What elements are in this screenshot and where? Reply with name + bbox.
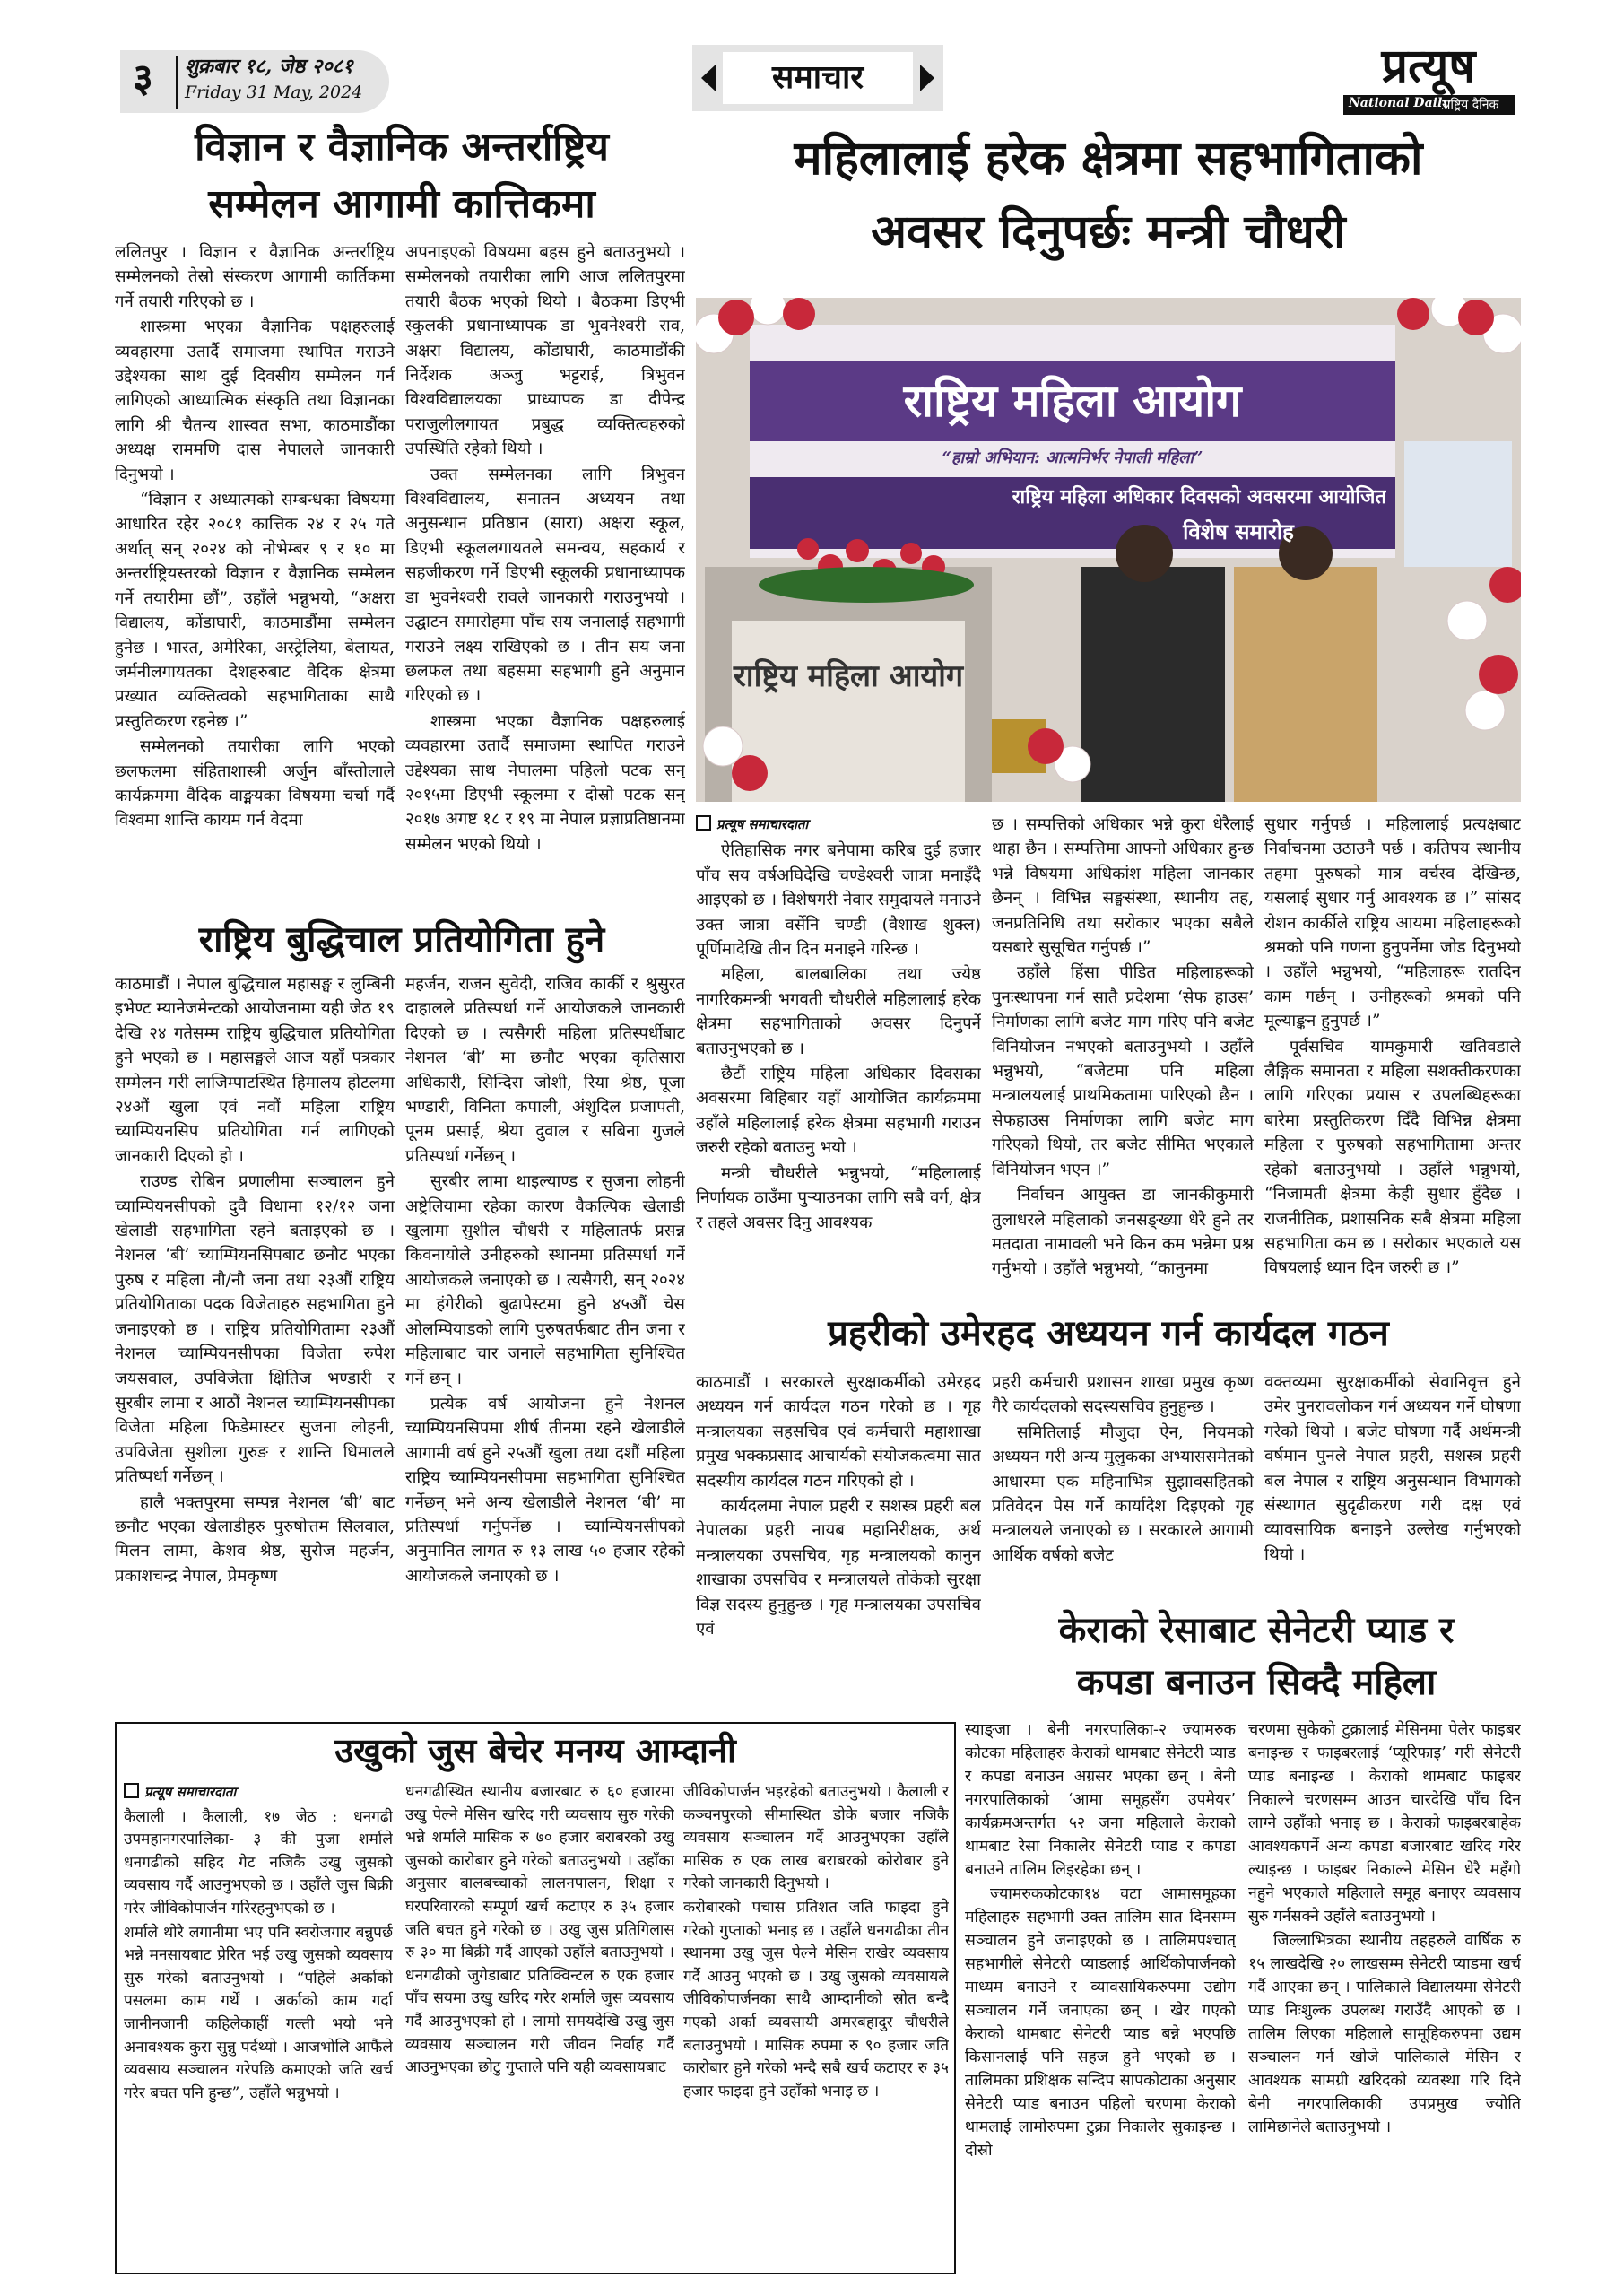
story1-headline-2: सम्मेलन आगामी कात्तिकमा bbox=[208, 181, 595, 227]
story2-column-2 bbox=[405, 972, 685, 1717]
story1-headline-1: विज्ञान र वैज्ञानिक अन्तर्राष्ट्रिय bbox=[195, 124, 609, 170]
page-number: ३ bbox=[133, 56, 153, 101]
story5-column-2 bbox=[405, 1781, 674, 2269]
story2-para: प्रत्येक वर्ष आयोजना हुने नेशनल च्याम्पियनसिपमा शीर्ष तीनमा रहने खेलाडीले आगामी वर्ष हुने २५औं खुला तथा दशौं महिला राष्ट्रिय च्याम्पियनसीपमा सहभागिता सुनिश्चित गर्नेछन् भने अन्य खेलाडीले नेशनल ‘बी’ मा प्रतिस्पर्धा गर्नुपर्नेछ । च्याम्पियनसीपको अनुमानित लागत रु १३ लाख ५० हजार रहेको आयोजकले जनाएको छ । bbox=[405, 1394, 685, 1586]
story4-column-2 bbox=[992, 1370, 1254, 1605]
story3-para: महिला, बालबालिका तथा ज्येष्ठ नागरिकमन्त्री भगवती चौधरीले महिलालाई हरेक क्षेत्रमा सहभागिताको अवसर दिनुपर्ने बताउनुभएको छ । bbox=[696, 965, 981, 1058]
story4-para: वक्तव्यमा सुरक्षाकर्मीको सेवानिवृत्त हुने उमेर पुनरावलोकन गर्न अध्ययन गर्ने घोषणा गरेको थियो । बजेट घोषणा गर्दै अर्थमन्त्री वर्षमान पुनले नेपाल प्रहरी, सशस्त्र प्रहरी बल नेपाल र राष्ट्रिय अनुसन्धान विभागको संस्थागत सुदृढीकरण गरी दक्ष एवं व्यावसायिक बनाइने उल्लेख गर्नुभएको थियो । bbox=[1264, 1373, 1521, 1564]
story6-para: ज्यामरुककोटका१४ वटा आमासमूहका महिलाहरु सहभागी उक्त तालिम सात दिनसम्म सञ्चालन हुने जनाइएको छ । तालिमपश्चात् सहभागीले सेनेटरी प्याडलाई आर्थिकोपार्जनको माध्यम बनाउने र व्यावसायिकरुपमा उद्योग सञ्चालन गर्ने जनाएका छन् । खेर गएको केराको थामबाट सेनेटरी प्याड बन्ने भएपछि किसानलाई पनि सहज हुने भएको छ । तालिमका प्रशिक्षक सन्दिप सापकोटाका अनुसार सेनेटरी प्याड बनाउन पहिलो चरणमा केराको थामलाई लामोरुपमा टुक्रा निकालेर सुकाइन्छ । दोस्रो bbox=[965, 1885, 1236, 2160]
story6-headline-1: केराको रेसाबाट सेनेटरी प्याड र bbox=[1058, 1610, 1455, 1651]
story1-para: उक्त सम्मेलनका लागि त्रिभुवन विश्वविद्यालय, सनातन अध्ययन तथा अनुसन्धान प्रतिष्ठान (सारा) अक्षरा स्कूल, डिएभी स्कूललगायतले समन्वय, सहकार्य र सहजीकरण गर्ने डिएभी स्कूलकी प्रधानाध्यापक डा भुवनेश्वरी रावले जानकारी गराउनुभयो । उद्घाटन समारोहमा पाँच सय जनालाई सहभागी गराउने लक्ष्य राखिएको छ । तीन सय जना छलफल तथा बहसमा सहभागी हुने अनुमान गरिएको छ । bbox=[405, 465, 685, 706]
byline-square-icon bbox=[696, 815, 711, 831]
story3-para: छ । सम्पत्तिको अधिकार भन्ने कुरा धेरैलाई थाहा छैन । सम्पत्तिमा आफ्नो अधिकार हुन्छ भन्ने विषयमा अधिकांश महिला जानकार छैनन् । विभिन्न सङ्घसंस्था, स्थानीय तह, जनप्रतिनिधि तथा सरोकार भएका सबैले यसबारे सुसूचित गर्नुपर्छ ।” bbox=[992, 815, 1254, 958]
photo-banner-subtitle: राष्ट्रिय महिला अधिकार दिवसको अवसरमा आयोजित bbox=[1012, 486, 1386, 509]
story4-column-1 bbox=[696, 1370, 981, 1709]
story2-para: हालै भक्तपुरमा सम्पन्न नेशनल ‘बी’ बाट छनौट भएका खेलाडीहरु पुरुषोत्तम सिलवाल, मिलन लामा, केशव श्रेष्ठ, सुरोज महर्जन, प्रकाशचन्द्र नेपाल, प्रेमकृष्ण bbox=[115, 1492, 395, 1586]
story1-column-2 bbox=[405, 240, 685, 915]
story1-para: शास्त्रमा भएका वैज्ञानिक पक्षहरुलाई व्यवहारमा उतार्दै समाजमा स्थापित गराउने उद्देश्यका साथ नेपालमा पहिलो पटक सन् २०१५मा डिएभी स्कूलमा र दोस्रो पटक सन् २०१७ अगष्ट १८ र १९ मा नेपाल प्रज्ञाप्रतिष्ठानमा सम्मेलन भएको थियो । bbox=[405, 711, 685, 854]
story3-para: ऐतिहासिक नगर बनेपामा करिब दुई हजार पाँच सय वर्षअघिदेखि चण्डेश्वरी जात्रा मनाइँदै आइएको छ । विशेषगरी नेवार समुदायले मनाउने उक्त जात्रा वर्सेनि चण्डी (वैशाख शुक्ल) पूर्णिमादेखि तीन दिन मनाइने गरिन्छ । bbox=[696, 841, 981, 960]
section-tag bbox=[692, 45, 943, 111]
story4-para: समितिलाई मौजुदा ऐन, नियमको अध्ययन गरी अन्य मुलुकका अभ्याससमेतको आधारमा एक महिनाभित्र सुझावसहितको प्रतिवेदन पेस गर्ने कार्यादेश दिइएको गृह मन्त्रालयले जनाएको छ । सरकारले आगामी आर्थिक वर्षको बजेट bbox=[992, 1422, 1254, 1565]
story2-para: राउण्ड रोबिन प्रणालीमा सञ्चालन हुने च्याम्पियनसीपको दुवै विधामा १२/१२ जना खेलाडी सहभागिता रहने बताइएको छ । नेशनल ‘बी’ च्याम्पियनसिपबाट छनौट भएका पुरुष र महिला नौ/नौ जना तथा २३औं राष्ट्रिय प्रतियोगिताका पदक विजेताहरु सहभागिता हुने जनाइएको छ । राष्ट्रिय प्रतियोगितामा २३औं नेशनल च्याम्पियनसीपका विजेता रुपेश जयसवाल, उपविजेता क्षितिज भण्डारी र सुरबीर लामा र आठौं नेशनल च्याम्पियनसीपका विजेता महिला फिडेमास्टर सुजना लोहनी, उपविजेता सुशीला गुरुङ र शान्ति धिमालले प्रतिष्पर्धा गर्नेछन् । bbox=[115, 1172, 395, 1487]
story5-para: जीविकोपार्जन भइरहेको बताउनुभयो । कैलाली र कञ्चनपुरको सीमास्थित डोके बजार नजिकै व्यवसाय सञ्चालन गर्दै आउनुभएका उहाँले मासिक रु एक लाख बराबरको कोरोबार हुने गरेको जानकारी दिनुभयो । bbox=[683, 1783, 949, 1893]
story6-column-2 bbox=[1248, 1718, 1521, 2274]
byline-square-icon bbox=[124, 1783, 139, 1798]
story6-para: चरणमा सुकेको टुक्रालाई मेसिनमा पेलेर फाइबर बनाइन्छ र फाइबरलाई ‘प्यूरिफाइ’ गरी सेनेटरी प्याड बनाइन्छ । केराको थामबाट फाइबर निकाल्ने चरणसम्म आउन चारदेखि पाँच दिन लाग्ने उहाँको भनाइ छ । केराको फाइबरबाहेक आवश्यकपर्ने अन्य कपडा बजारबाट खरिद गरेर ल्याइन्छ । फाइबर निकाल्ने मेसिन धेरै महँगो नहुने भएकाले महिलाले समूह बनाएर व्यवसाय सुरु गर्नसक्ने उहाँले बताउनुभयो । bbox=[1248, 1721, 1521, 1926]
story3-column-3 bbox=[1264, 813, 1521, 1299]
story5-para: शर्माले थोरै लगानीमा भए पनि स्वरोजगार बन्नुपर्छ भन्ने मनसायबाट प्रेरित भई उखु जुसको व्यवसाय सुरु गरेको बताउनुभयो । “पहिले अर्काको पसलमा काम गर्थें । अर्काको काम गर्दा जानीनजानी कहिलेकाहीं गल्ती भयो भने अनावश्यक कुरा सुन्नु पर्दथ्यो । आजभोलि आफैंले व्यवसाय सञ्चालन गरेपछि कमाएको जति खर्च गरेर बचत पनि हुन्छ”, उहाँले भन्नुभयो । bbox=[124, 1923, 393, 2102]
story3-byline-text: प्रत्यूष समाचारदाता bbox=[716, 816, 809, 832]
story1-para: सम्मेलनको तयारीका लागि भएको छलफलमा संहिताशास्त्री अर्जुन बाँस्तोलाले कार्यक्रममा वैदिक वाङ्मयका विषयमा चर्चा गर्दै विश्वमा शान्ति कायम गर्न वेदमा bbox=[115, 737, 395, 831]
story4-para: प्रहरी कर्मचारी प्रशासन शाखा प्रमुख कृष्ण गैरे कार्यदलको सदस्यसचिव हुनुहुन्छ । bbox=[992, 1373, 1254, 1417]
story3-headline-2: अवसर दिनुपर्छः मन्त्री चौधरी bbox=[871, 205, 1346, 259]
section-arrow-left-icon bbox=[701, 65, 716, 91]
story5-para: कैलाली । कैलाली, १७ जेठ : धनगढी उपमहानगरपालिका- ३ की पुजा शर्माले धनगढीको सहिद गेट नजिकै उखु जुसको व्यवसाय गर्दै आउनुभएको छ । उहाँले जुस बिक्री गरेर जीविकोपार्जन गरिरहनुभएको छ । bbox=[124, 1807, 393, 1918]
story5-headline: उखुको जुस बेचेर मनग्य आम्दानी bbox=[334, 1731, 736, 1770]
story3-para: निर्वाचन आयुक्त डा जानकीकुमारी तुलाधरले महिलाको जनसङ्ख्या धेरै हुने तर मतदाता नामावली भने किन कम भन्नेमा प्रश्न गर्नुभयो । उहाँले भन्नुभयो, “कानुनमा bbox=[992, 1186, 1254, 1279]
story6-headline-2: कपडा बनाउन सिक्दै महिला bbox=[1076, 1662, 1437, 1703]
story3-para: सुधार गर्नुपर्छ । महिलालाई प्रत्यक्षबाट निर्वाचनमा उठाउनै पर्छ । कतिपय स्थानीय तहमा पुरुषको मात्र वर्चस्व देखिन्छ, यसलाई सुधार गर्नु आवश्यक छ ।” सांसद रोशन कार्कीले राष्ट्रिय आयमा महिलाहरूको श्रमको पनि गणना हुनुपर्नेमा जोड दिनुभयो । उहाँले भन्नुभयो, “महिलाहरू रातदिन काम गर्छन् । उनीहरूको श्रमको पनि मूल्याङ्कन हुनुपर्छ ।” bbox=[1264, 815, 1521, 1031]
story4-para: काठमाडौं । सरकारले सुरक्षाकर्मीको उमेरहद अध्ययन गर्न कार्यदल गठन गरेको छ । गृह मन्त्रालयका सहसचिव एवं कर्मचारी महाशाखा प्रमुख भक्कप्रसाद आचार्यको संयोजकत्वमा सात सदस्यीय कार्यदल गठन गरिएको हो । bbox=[696, 1373, 981, 1491]
story3-para: छैटौं राष्ट्रिय महिला अधिकार दिवसका अवसरमा बिहिबार यहाँ आयोजित कार्यक्रममा उहाँले महिलालाई हरेक क्षेत्रमा सहभागी गराउन जरुरी रहेको बताउनु भयो । bbox=[696, 1065, 981, 1158]
story4-headline: प्रहरीको उमेरहद अध्ययन गर्न कार्यदल गठन bbox=[828, 1313, 1389, 1354]
story2-para: काठमाडौं । नेपाल बुद्धिचाल महासङ्घ र लुम्बिनी इभेण्ट म्यानेजमेन्टको आयोजनामा यही जेठ १९ देखि २४ गतेसम्म राष्ट्रिय बुद्धिचाल प्रतियोगिता हुने भएको छ । महासङ्घले आज यहाँ पत्रकार सम्मेलन गरी लाजिम्पाटस्थित हिमालय होटलमा २४औं खुला एवं नवौं महिला राष्ट्रिय च्याम्पियनसिप प्रतियोगिता गर्न लागिएको जानकारी दिएको हो । bbox=[115, 975, 395, 1166]
story6-column-1 bbox=[965, 1718, 1236, 2274]
story2-para: महर्जन, राजन सुवेदी, राजिव कार्की र श्रुसुरत दाहालले प्रतिस्पर्धा गर्ने आयोजकले जानकारी दिएको छ । त्यसैगरी महिला प्रतिस्पर्धीबाट नेशनल ‘बी’ मा छनौट भएका कृतिसारा अधिकारी, सिन्दिरा जोशी, रिया श्रेष्ठ, पूजा भण्डारी, विनिता कपाली, अंशुदिल प्रजापती, पूनम प्रसाई, श्रेया दुवाल र सबिना गुजले प्रतिस्पर्धा गर्नेछन् । bbox=[405, 975, 685, 1166]
date-english: Friday 31 May, 2024 bbox=[185, 83, 363, 102]
story5-column-1 bbox=[124, 1781, 393, 2269]
photo-banner-title: राष्ट्रिय महिला आयोग bbox=[903, 375, 1242, 427]
story5-column-3 bbox=[683, 1781, 949, 2269]
logo-sub-np: राष्ट्रिय दैनिक bbox=[1442, 98, 1499, 112]
photo-banner-slogan: “हाम्रो अभियान: आत्मनिर्भर नेपाली महिला” bbox=[942, 448, 1203, 467]
story6-para: जिल्लाभित्रका स्थानीय तहहरुले वार्षिक रु १५ लाखदेखि २० लाखसम्म सेनेटरी प्याडमा खर्च गर्दै आएका छन् । पालिकाले विद्यालयमा सेनेटरी प्याड निःशुल्क उपलब्ध गराउँदै आएको छ । तालिम लिएका महिलाले सामूहिकरुपमा उद्यम सञ्चालन गर्न खोजे पालिकाले मेसिन र आवश्यक सामग्री खरिदको व्यवस्था गरि दिने बेनी नगरपालिकाकी उपप्रमुख ज्योति लामिछानेले बताउनुभयो । bbox=[1248, 1932, 1521, 2136]
story5-byline-text: प्रत्यूष समाचारदाता bbox=[144, 1784, 237, 1800]
story4-para: कार्यदलमा नेपाल प्रहरी र सशस्त्र प्रहरी बल नेपालका प्रहरी नायब महानिरीक्षक, अर्थ मन्त्रालयका उपसचिव, गृह मन्त्रालयको कानुन शाखाका उपसचिव र मन्त्रालयले तोकेको सुरक्षा विज्ञ सदस्य हुनुहुन्छ । गृह मन्त्रालयका उपसचिव एवं bbox=[696, 1497, 981, 1639]
story2-headline: राष्ट्रिय बुद्धिचाल प्रतियोगिता हुने bbox=[198, 919, 605, 961]
story3-column-1 bbox=[696, 813, 981, 1299]
story6-para: स्याङ्जा । बेनी नगरपालिका-२ ज्यामरुक कोटका महिलाहरु केराको थामबाट सेनेटरी प्याड र कपडा बनाउन अग्रसर भएका छन् । बेनी नगरपालिकाको ‘आमा समूहसँग उपमेयर’ कार्यक्रमअन्तर्गत ५२ जना महिलाले केराको थामबाट रेसा निकालेर सेनेटरी प्याड र कपडा बनाउने तालिम लिइरहेका छन् । bbox=[965, 1721, 1236, 1879]
story5-para: करोबारको पचास प्रतिशत जति फाइदा हुने गरेको गुप्ताको भनाइ छ । उहाँले धनगढीका तीन स्थानमा उखु जुस पेल्ने मेसिन राखेर व्यवसाय गर्दै आउनु भएको छ । उखु जुसको व्यवसायले जीविकोपार्जनका साथै आम्दानीको स्रोत बन्दै गएको अर्का व्यवसायी अमरबहादुर चौधरीले बताउनुभयो । मासिक रुपमा रु ९० हजार जति कारोबार हुने गरेको भन्दै सबै खर्च कटाएर रु ३५ हजार फाइदा हुने उहाँको भनाइ छ । bbox=[683, 1898, 949, 2100]
story2-para: सुरबीर लामा थाइल्याण्ड र सुजना लोहनी अष्ट्रेलियामा रहेका कारण वैकल्पिक खेलाडी खुलामा सुशील चौधरी र महिलातर्फ प्रसन्न किवनायोले उनीहरुको स्थानमा प्रतिस्पर्धा गर्ने आयोजकले जनाएको छ । त्यसैगरी, सन् २०२४ मा हंगेरीको बुढापेस्टमा हुने ४५औं चेस ओलम्पियाडको लागि पुरुषतर्फबाट तीन जना र महिलाबाट चार जनाले सहभागिता सुनिश्चित गर्ने छन् । bbox=[405, 1172, 685, 1388]
logo-sub-en: National Daily bbox=[1349, 96, 1450, 110]
story1-para: अपनाइएको विषयमा बहस हुने बताउनुभयो । सम्मेलनको तयारीका लागि आज ललितपुरमा तयारी बैठक भएको थियो । बैठकमा डिएभी स्कुलकी प्रधानाध्यापक डा भुवनेश्वरी राव, अक्षरा विद्यालय, कोंडाघारी, काठमाडौंकी निर्देशक अञ्जु भट्टराई, त्रिभुवन विश्वविद्यालयका प्राध्यापक डा दीपेन्द्र पराजुलीलगायत प्रबुद्ध व्यक्तित्वहरुको उपस्थिति रहेको थियो । bbox=[405, 243, 685, 459]
story1-para: शास्त्रमा भएका वैज्ञानिक पक्षहरुलाई व्यवहारमा उतार्दै समाजमा स्थापित गराउने उद्देश्यका साथ दुई दिवसीय सम्मेलन गर्न लागिएको आध्यात्मिक संस्कृति तथा विज्ञानका लागि श्री चैतन्य शास्वत सभा, काठमाडौंका अध्यक्ष राममणि दास नेपालले जानकारी दिनुभयो । bbox=[115, 317, 395, 484]
section-arrow-right-icon bbox=[920, 65, 934, 91]
story3-para: मन्त्री चौधरीले भन्नुभयो, “महिलालाई निर्णायक ठाउँमा पुऱ्याउनका लागि सबै वर्ग, क्षेत्र र तहले अवसर दिनु आवश्यक bbox=[696, 1163, 981, 1232]
photo-banner-subtitle-2: विशेष समारोह bbox=[1183, 519, 1294, 544]
page-number-rule bbox=[176, 56, 178, 109]
logo-wordmark: प्रत्यूष bbox=[1381, 39, 1476, 93]
masthead bbox=[120, 39, 1519, 117]
story1-column-1 bbox=[115, 240, 395, 915]
story3-para: पूर्वसचिव यामकुमारी खतिवडाले लैङ्गिक समानता र महिला सशक्तीकरणका लागि गरिएका प्रयास र उपलब्धिहरूका बारेमा प्रस्तुतिकरण दिँदै विभिन्न क्षेत्रमा महिला र पुरुषको सहभागितामा अन्तर रहेको बताउनुभयो । उहाँले भन्नुभयो, “निजामती क्षेत्रमा केही सुधार हुँदैछ । राजनीतिक, प्रशासनिक सबै क्षेत्रमा महिला सहभागिता कम छ । सरोकार भएकाले यस विषयलाई ध्यान दिन जरुरी छ ।” bbox=[1264, 1037, 1521, 1278]
date-nepali: शुक्रबार १८, जेष्ठ २०८१ bbox=[185, 55, 353, 78]
story3-photo bbox=[696, 298, 1521, 802]
story3-para: उहाँले हिंसा पीडित महिलाहरूको पुनःस्थापना गर्न सातै प्रदेशमा ‘सेफ हाउस’ निर्माणका लागि बजेट माग गरिए पनि बजेट विनियोजन नभएको बताउनुभयो । उहाँले भन्नुभयो, “बजेटमा पनि महिला मन्त्रालयलाई प्राथमिकतामा पारिएको छैन । सेफहाउस निर्माणका लागि बजेट माग गरिएको थियो, तर बजेट सीमित भएकाले विनियोजन भएन ।” bbox=[992, 963, 1254, 1179]
story3-headline-1: महिलालाई हरेक क्षेत्रमा सहभागिताको bbox=[794, 132, 1423, 186]
section-label: समाचार bbox=[723, 52, 913, 104]
story3-byline bbox=[696, 813, 981, 837]
story5-para: धनगढीस्थित स्थानीय बजारबाट रु ६० हजारमा उखु पेल्ने मेसिन खरिद गरी व्यवसाय सुरु गरेकी भन्ने शर्माले मासिक रु ७० हजार बराबरको उखु जुसको कारोबार हुने गरेको बताउनुभयो । उहाँका अनुसार बालबच्चाको लालनपालन, शिक्षा र घरपरिवारको सम्पूर्ण खर्च कटाएर रु ३५ हजार जति बचत हुने गरेको छ । उखु जुस प्रतिगिलास रु ३० मा बिक्री गर्दै आएको उहाँले बताउनुभयो । धनगढीको जुगेडाबाट प्रतिक्विन्टल रु एक हजार पाँच सयमा उखु खरिद गरेर शर्माले जुस व्यवसाय गर्दै आउनुभएको हो । लामो समयदेखि उखु जुस व्यवसाय सञ्चालन गरी जीवन निर्वाह गर्दै आउनुभएका छोटु गुप्ताले पनि यही व्यवसायबाट bbox=[405, 1783, 674, 2077]
story1-para: “विज्ञान र अध्यात्मको सम्बन्धका विषयमा आधारित रहेर २०८१ कात्तिक २४ र २५ गते अर्थात् सन् २०२४ को नोभेम्बर ९ र १० मा अन्तर्राष्ट्रियस्तरको विज्ञान र वैज्ञानिक सम्मेलन गर्ने तयारीमा छौं”, उहाँले भन्नुभयो, “अक्षरा विद्यालय, कोंडाघारी, काठमाडौंमा सम्मेलन हुनेछ । भारत, अमेरिका, अस्ट्रेलिया, बेलायत, जर्मनीलगायतका देशहरुबाट वैदिक क्षेत्रमा प्रख्यात व्यक्तित्वको सहभागिताका साथै प्रस्तुतिकरण रहनेछ ।” bbox=[115, 491, 395, 731]
story1-para: ललितपुर । विज्ञान र वैज्ञानिक अन्तर्राष्ट्रिय सम्मेलनको तेस्रो संस्करण आगामी कार्तिकमा गर्ने तयारी गरिएको छ । bbox=[115, 243, 395, 311]
story4-column-3 bbox=[1264, 1370, 1521, 1605]
story5-byline bbox=[124, 1781, 393, 1805]
story2-column-1 bbox=[115, 972, 395, 1717]
story3-column-2 bbox=[992, 813, 1254, 1299]
photo-lectern-text: राष्ट्रिय महिला आयोग bbox=[733, 658, 964, 694]
logo bbox=[1338, 39, 1519, 117]
